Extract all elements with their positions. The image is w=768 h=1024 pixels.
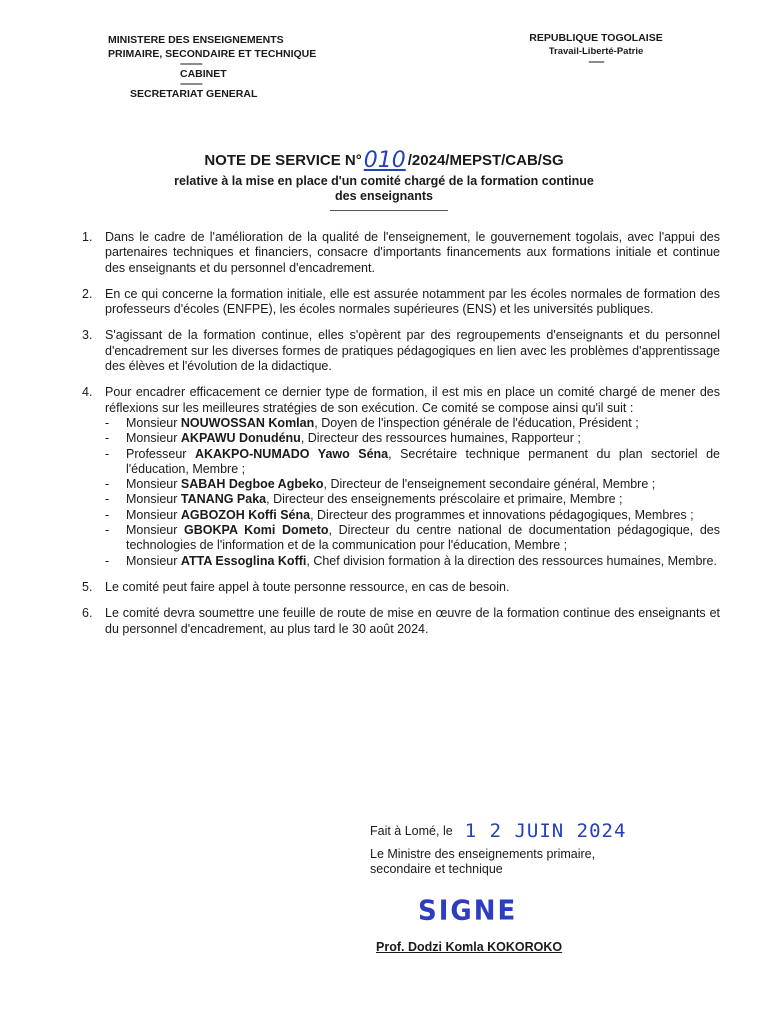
paragraph-1 — [80, 230, 720, 276]
committee-members-list — [105, 416, 720, 569]
member-name: SABAH Degboe Agbeko — [180, 477, 324, 492]
member-name: NOUWOSSAN Komlan — [180, 415, 315, 430]
title-prefix: NOTE DE SERVICE N° — [204, 152, 362, 169]
ministry-line-1: MINISTERE DES ENSEIGNEMENTS — [108, 34, 284, 46]
republic-name: REPUBLIQUE TOGOLAISE — [529, 32, 663, 44]
signature-block — [370, 822, 670, 878]
member-name: AKPAWU Donudénu — [180, 431, 301, 446]
place-label: Fait à Lomé, le — [370, 824, 453, 838]
place-date-line — [370, 822, 670, 840]
header-separator: ------------- — [180, 79, 202, 88]
note-title — [0, 146, 768, 171]
paragraph-text: Le comité devra soumettre une feuille de route de mise en œuvre de la formation continue des enseignants et du personnel d'encadrement, au plus tard le 30 août 2024. — [105, 606, 720, 636]
paragraph-number: 4. — [82, 385, 93, 400]
member-item: - Professeur AKAKPO-NUMADO Yawo Séna, Secrétaire technique permanent du plan sectoriel de l'éducation, Membre ; — [105, 446, 720, 476]
member-item: - Monsieur AGBOZOH Koffi Séna, Directeur des programmes et innovations pédagogiques, Membres ; — [105, 507, 694, 522]
signed-stamp: SIGNE — [418, 895, 518, 927]
cabinet-label: CABINET — [180, 68, 227, 80]
signer-name: Prof. Dodzi Komla KOKOROKO — [376, 940, 563, 954]
member-name: AKAKPO-NUMADO Yawo Séna — [194, 446, 389, 461]
member-name: GBOKPA Komi Dometo — [184, 523, 329, 538]
paragraph-5 — [80, 580, 720, 595]
header-separator: ------------- — [180, 59, 202, 68]
paragraph-text: Pour encadrer efficacement ce dernier type de formation, il est mis en place un comité chargé de mener des réflexions sur les meilleures stratégies de son exécution. Ce comité se compose ainsi qu'il suit : — [105, 385, 720, 415]
paragraph-2 — [80, 287, 720, 318]
note-number: 010 — [363, 148, 406, 173]
paragraph-number: 1. — [82, 230, 93, 244]
member-name: TANANG Paka — [180, 492, 267, 507]
note-subtitle — [120, 174, 648, 204]
paragraph-number: 5. — [82, 579, 93, 594]
paragraph-text: Le comité peut faire appel à toute personne ressource, en cas de besoin. — [105, 579, 510, 594]
member-item: - Monsieur TANANG Paka, Directeur des enseignements préscolaire et primaire, Membre ; — [105, 492, 623, 507]
paragraph-text: Dans le cadre de l'amélioration de la qualité de l'enseignement, le gouvernement togolais, avec l'appui des partenaires techniques et financiers, consacre d'importants financements aux formations initiale et continue des enseignants et du personnel d'encadrement. — [105, 230, 720, 275]
ministry-line-2: PRIMAIRE, SECONDAIRE ET TECHNIQUE — [108, 48, 317, 60]
paragraph-text: S'agissant de la formation continue, elles s'opèrent par des regroupements d'enseignants et du personnel d'encadrement sur les diverses formes de pratiques pédagogiques en lien avec les problèmes d'apprentissage des élèves et l'évolution de la didactique. — [105, 328, 720, 374]
subtitle-line-2: des enseignants — [335, 189, 433, 203]
date-stamp: 1 2 JUIN 2024 — [464, 820, 627, 842]
republic-header — [516, 31, 676, 65]
paragraph-number: 2. — [82, 286, 93, 301]
paragraph-number: 3. — [82, 328, 93, 343]
minister-title-line-1: Le Ministre des enseignements primaire, — [370, 846, 596, 861]
subtitle-line-1: relative à la mise en place d'un comité chargé de la formation continue — [174, 174, 594, 188]
member-item: - Monsieur GBOKPA Komi Dometo, Directeur du centre national de documentation pédagogique, des technologies de l'information et de la communication pour l'éducation, Membre ; — [105, 523, 720, 553]
member-item: - Monsieur ATTA Essoglina Koffi, Chef division formation à la direction des ressources humaines, Membre. — [105, 553, 717, 568]
member-name: ATTA Essoglina Koffi — [180, 553, 307, 568]
secretariat-label: SECRETARIAT GENERAL — [130, 88, 258, 100]
title-suffix: /2024/MEPST/CAB/SG — [407, 152, 564, 169]
paragraph-text: En ce qui concerne la formation initiale, elle est assurée notamment par les écoles normales de formation des professeurs d'écoles (ENFPE), les écoles normales supérieures (ENS) et les universités publiques. — [105, 286, 720, 317]
subtitle-separator — [330, 210, 448, 211]
member-item: - Monsieur AKPAWU Donudénu, Directeur des ressources humaines, Rapporteur ; — [105, 431, 581, 446]
paragraph-3 — [80, 328, 720, 374]
member-item: - Monsieur SABAH Degboe Agbeko, Directeur de l'enseignement secondaire général, Membre ; — [105, 477, 656, 492]
member-item: - Monsieur NOUWOSSAN Komlan, Doyen de l'inspection générale de l'éducation, Président ; — [105, 415, 639, 430]
minister-title-line-2: secondaire et technique — [370, 862, 503, 876]
ministry-header — [108, 33, 368, 101]
note-body — [80, 230, 720, 648]
paragraph-number: 6. — [82, 606, 93, 621]
paragraph-4 — [80, 385, 720, 569]
header-separator: --------- — [588, 57, 604, 66]
member-name: AGBOZOH Koffi Séna — [180, 507, 311, 522]
paragraph-6 — [80, 606, 720, 637]
republic-motto: Travail-Liberté-Patrie — [548, 46, 644, 57]
